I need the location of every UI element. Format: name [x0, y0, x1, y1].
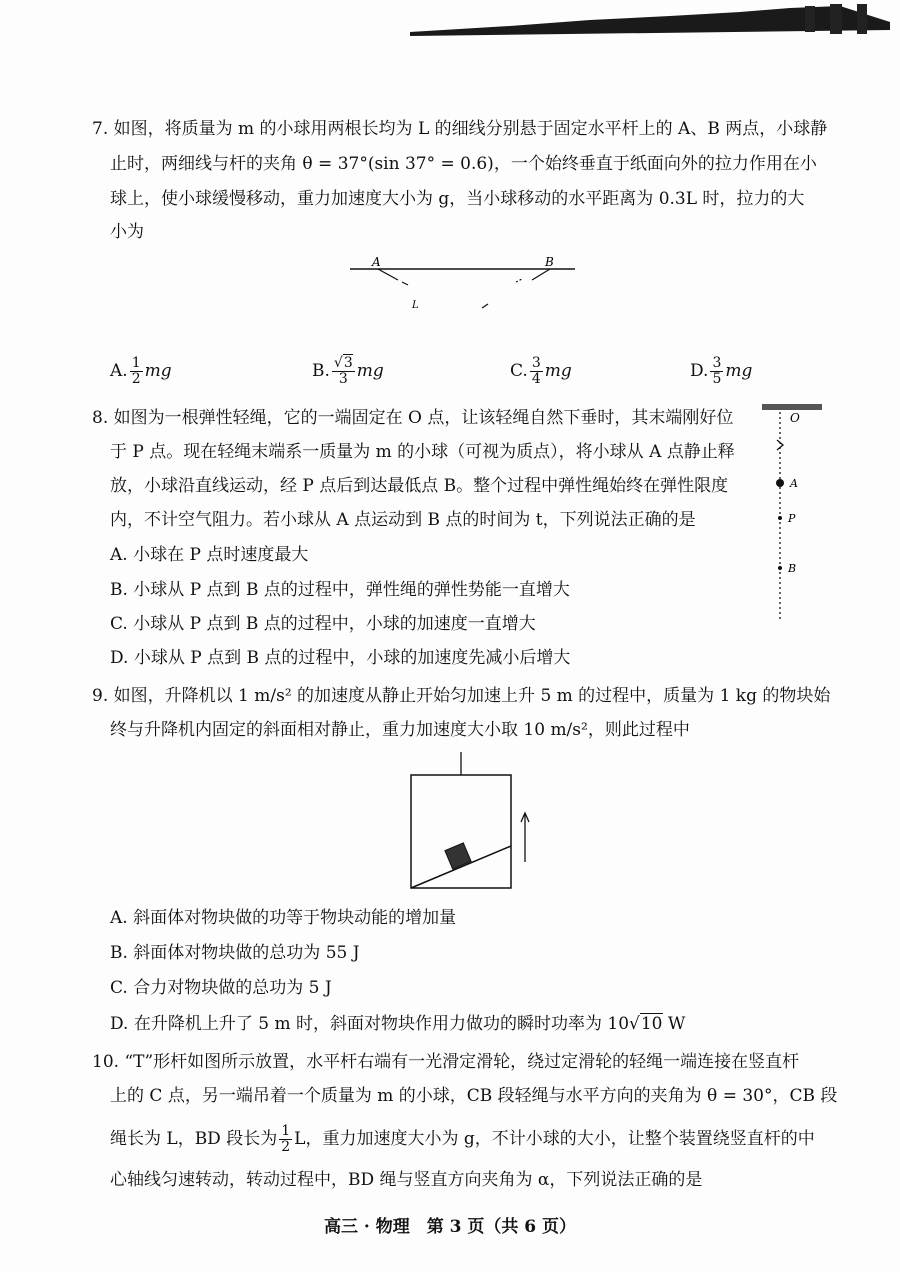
q8-label-a: A	[790, 477, 798, 490]
q7-option-c[interactable]: C. $\frac{3}{4}$ mg	[510, 355, 572, 387]
q7-line-2: 止时，两细线与杆的夹角 θ = 37°(sin 37° = 0.6)，一个始终垂直于纸面向外的拉力作用在小	[110, 154, 817, 174]
q9-line-1: 9. 如图，升降机以 1 m/s² 的加速度从静止开始匀加速上升 5 m 的过程中，质量为 1 kg 的物块始	[92, 686, 831, 706]
q8-line-1: 8. 如图为一根弹性轻绳，它的一端固定在 O 点，让该轻绳自然下垂时，其末端刚好位	[92, 408, 734, 428]
q10-line-4: 心轴线匀速转动，转动过程中，BD 绳与竖直方向夹角为 α，下列说法正确的是	[110, 1170, 703, 1190]
q7-line-1: 7. 如图，将质量为 m 的小球用两根长均为 L 的细线分别悬于固定水平杆上的 A、B 两点，小球静	[92, 119, 828, 139]
q10-line-1: 10. “T”形杆如图所示放置，水平杆右端有一光滑定滑轮，绕过定滑轮的轻绳一端连接在竖直杆	[92, 1052, 800, 1072]
q9-figure	[405, 752, 535, 894]
q7-line-3: 球上，使小球缓慢移动，重力加速度大小为 g，当小球移动的水平距离为 0.3L 时，拉力的大	[110, 189, 805, 209]
q9-option-c[interactable]: C. 合力对物块做的总功为 5 J	[110, 978, 332, 998]
q8-line-3: 放，小球沿直线运动，经 P 点后到达最低点 B。整个过程中弹性绳始终在弹性限度	[110, 476, 729, 496]
q7-option-a[interactable]: A. $\frac{1}{2}$ mg	[110, 355, 172, 387]
q8-line-2: 于 P 点。现在轻绳末端系一质量为 m 的小球（可视为质点），将小球从 A 点静止释	[110, 442, 735, 462]
q8-option-b[interactable]: B. 小球从 P 点到 B 点的过程中，弹性绳的弹性势能一直增大	[110, 580, 570, 600]
q9-option-b[interactable]: B. 斜面体对物块做的总功为 55 J	[110, 943, 360, 963]
q9-option-a[interactable]: A. 斜面体对物块做的功等于物块动能的增加量	[110, 908, 457, 928]
q7-line-4: 小为	[110, 222, 144, 242]
q10-line-3: 绳长为 L，BD 段长为 $\frac{1}{2}$ L，重力加速度大小为 g，不计小球的大小，让整个装置绕竖直杆的中	[110, 1123, 815, 1155]
q9-line-2: 终与升降机内固定的斜面相对静止，重力加速度大小取 10 m/s²，则此过程中	[110, 720, 690, 740]
q8-figure	[758, 400, 828, 625]
q7-label-a: A	[372, 255, 381, 269]
q7-option-d[interactable]: D. $\frac{3}{5}$ mg	[690, 355, 753, 387]
q8-option-c[interactable]: C. 小球从 P 点到 B 点的过程中，小球的加速度一直增大	[110, 614, 536, 634]
q7-label-l: L	[412, 300, 419, 311]
q9-option-d[interactable]: D. 在升降机上升了 5 m 时，斜面对物块作用力做功的瞬时功率为 10√10 W	[110, 1014, 686, 1034]
page-footer: 高三 · 物理 第 3 页（共 6 页）	[323, 1217, 577, 1237]
q8-line-4: 内，不计空气阻力。若小球从 A 点运动到 B 点的时间为 t，下列说法正确的是	[110, 510, 696, 530]
q8-option-d[interactable]: D. 小球从 P 点到 B 点的过程中，小球的加速度先减小后增大	[110, 648, 571, 668]
q8-label-p: P	[788, 512, 796, 525]
q7-option-b[interactable]: B. $\frac{√3}{3}$ mg	[312, 355, 384, 387]
scan-artifact	[410, 2, 890, 40]
q8-label-o: O	[790, 411, 800, 425]
q7-label-b: B	[545, 255, 554, 269]
q8-label-b: B	[788, 562, 797, 575]
q8-option-a[interactable]: A. 小球在 P 点时速度最大	[110, 545, 309, 565]
q7-figure	[340, 252, 580, 322]
q10-line-2: 上的 C 点，另一端吊着一个质量为 m 的小球，CB 段轻绳与水平方向的夹角为 θ = 30°，CB 段	[110, 1086, 838, 1106]
q7-options	[110, 356, 770, 386]
